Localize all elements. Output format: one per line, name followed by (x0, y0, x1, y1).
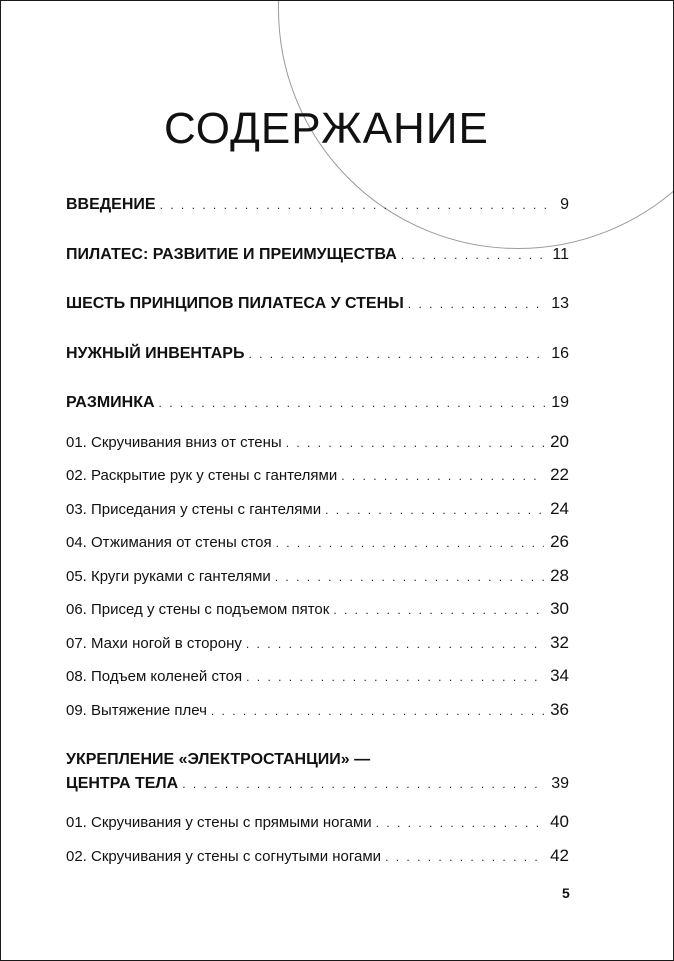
page-title: СОДЕРЖАНИЕ (164, 104, 489, 153)
toc-entry-page: 39 (551, 775, 569, 792)
toc-leader-dots (325, 503, 544, 517)
toc-entry-label-line1: УКРЕПЛЕНИЕ «ЭЛЕКТРОСТАНЦИИ» — (66, 751, 371, 768)
toc-entry-label: 04. Отжимания от стены стоя (66, 534, 272, 551)
toc-subentry (66, 666, 569, 686)
toc-entry-label: НУЖНЫЙ ИНВЕНТАРЬ (66, 345, 245, 362)
toc-entry-label: ЦЕНТРА ТЕЛА (66, 775, 179, 792)
toc-entry (66, 775, 569, 793)
toc-leader-dots (286, 436, 544, 450)
toc-leader-dots (401, 248, 547, 262)
toc-entry-page: 36 (550, 700, 569, 719)
toc-entry-page: 30 (550, 599, 569, 618)
toc-entry-label: 03. Приседания у стены с гантелями (66, 501, 322, 518)
toc-leader-dots (159, 396, 546, 410)
toc-entry-label: ПИЛАТЕС: РАЗВИТИЕ И ПРЕИМУЩЕСТВА (66, 246, 397, 263)
toc-leader-dots (246, 637, 544, 651)
toc-entry-page: 26 (550, 532, 569, 551)
toc-entry-label: 01. Скручивания у стены с прямыми ногами (66, 814, 372, 831)
toc-entry-page: 24 (550, 499, 569, 518)
toc-leader-dots (182, 777, 545, 791)
toc-subentry (66, 700, 569, 720)
toc-entry-label: 02. Раскрытие рук у стены с гантелями (66, 467, 338, 484)
toc-entry (66, 246, 569, 264)
toc-subentry (66, 465, 569, 485)
toc-entry-label: 06. Присед у стены с подъемом пяток (66, 601, 330, 618)
toc-leader-dots (276, 536, 545, 550)
toc-leader-dots (376, 816, 544, 830)
toc-entry-label: 02. Скручивания у стены с согнутыми ногами (66, 848, 382, 865)
toc-entry-page: 13 (551, 295, 569, 312)
toc-entry-page: 11 (552, 246, 569, 263)
toc-entry-page: 40 (550, 812, 569, 831)
toc-entry-page: 22 (550, 465, 569, 484)
toc-entry (66, 394, 569, 412)
table-of-contents (1, 1, 673, 960)
toc-entry-page: 20 (550, 432, 569, 451)
toc-subentry (66, 633, 569, 653)
toc-entry (66, 196, 569, 214)
toc-entry (66, 295, 569, 313)
toc-leader-dots (211, 704, 544, 718)
toc-leader-dots (341, 469, 544, 483)
toc-entry-label: ВВЕДЕНИЕ (66, 196, 156, 213)
toc-entry-page: 28 (550, 566, 569, 585)
toc-subentry (66, 532, 569, 552)
toc-leader-dots (275, 570, 544, 584)
toc-entry-label: 07. Махи ногой в сторону (66, 635, 242, 652)
toc-entry-page: 16 (551, 345, 569, 362)
toc-leader-dots (246, 670, 544, 684)
toc-entry-label: ШЕСТЬ ПРИНЦИПОВ ПИЛАТЕСА У СТЕНЫ (66, 295, 404, 312)
toc-entry-label: 09. Вытяжение плеч (66, 702, 207, 719)
toc-entry (66, 345, 569, 363)
toc-subentry (66, 846, 569, 866)
toc-subentry (66, 499, 569, 519)
toc-entry-page: 19 (551, 394, 569, 411)
toc-subentry (66, 812, 569, 832)
toc-subentry (66, 599, 569, 619)
toc-leader-dots (160, 198, 555, 212)
toc-leader-dots (385, 850, 544, 864)
page-number: 5 (562, 885, 570, 901)
toc-subentry (66, 432, 569, 452)
toc-subentry (66, 566, 569, 586)
toc-entry-page: 9 (560, 196, 569, 213)
toc-entry-page: 42 (550, 846, 569, 865)
toc-entry-label: 05. Круги руками с гантелями (66, 568, 271, 585)
toc-leader-dots (408, 297, 545, 311)
toc-leader-dots (248, 347, 545, 361)
toc-entry-page: 32 (550, 633, 569, 652)
toc-entry-label: 01. Скручивания вниз от стены (66, 434, 282, 451)
toc-leader-dots (333, 603, 544, 617)
toc-entry-label: 08. Подъем коленей стоя (66, 668, 243, 685)
toc-entry-page: 34 (550, 666, 569, 685)
toc-entry-label: РАЗМИНКА (66, 394, 155, 411)
